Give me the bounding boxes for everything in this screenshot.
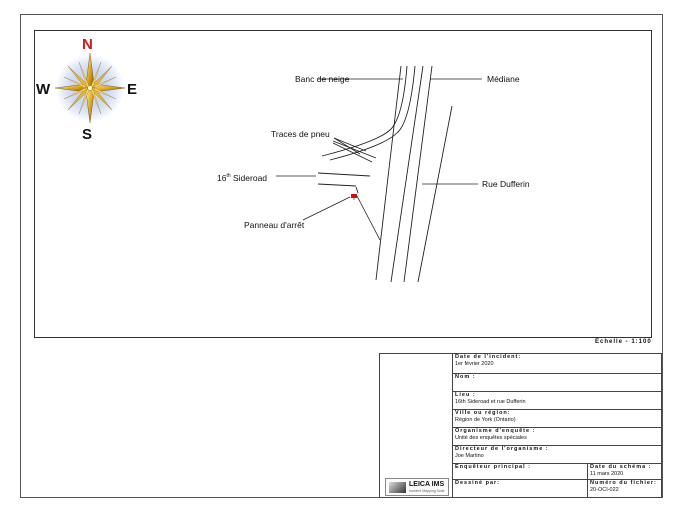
compass-west-label: W [36, 81, 51, 98]
tb-nom: Nom : [453, 374, 661, 392]
compass-rose-icon [55, 53, 125, 123]
sideroad-shoulder [356, 187, 358, 193]
label-banc-de-neige: Banc de neige [295, 74, 350, 84]
compass-south-label: S [82, 126, 93, 143]
tb-lieu: Lieu : 16th Sideroad et rue Dufferin [453, 392, 661, 410]
label-traces-de-pneu: Traces de pneu [271, 129, 330, 139]
tb-ville: Ville ou région: Région de York (Ontario) [453, 410, 661, 428]
tb-enqueteur-date-schema: Enquêteur principal : Date du schéma : 11 mars 2020 [453, 464, 661, 480]
label-mediane: Médiane [487, 74, 520, 84]
stop-sign-sightline [357, 196, 380, 240]
scale-label: Échelle - 1:100 [595, 339, 652, 345]
tire-track-1 [333, 141, 376, 158]
tb-organisme: Organisme d'enquête : Unité des enquêtes spéciales [453, 428, 661, 446]
leader-panneau [303, 197, 350, 220]
sideroad-north-edge [318, 173, 370, 176]
label-rue-dufferin: Rue Dufferin [482, 179, 530, 189]
label-16th-sideroad: 16th Sideroad [217, 172, 268, 183]
tb-date-incident: Date de l'incident: 1er février 2020 [453, 354, 661, 374]
tb-dessine-numero: Dessiné par: Numéro du fichier: 20-OCI-022 [453, 480, 661, 497]
stop-sign-icon [351, 194, 357, 200]
compass-east-label: E [127, 81, 138, 98]
sideroad-south-edge [318, 184, 356, 186]
dufferin-west-edge [376, 66, 401, 280]
compass-north-label: N [82, 36, 93, 53]
tb-directeur: Directeur de l'organisme : Joe Martino [453, 446, 661, 464]
title-block [379, 353, 662, 498]
label-panneau-arret: Panneau d'arrêt [244, 220, 305, 230]
title-block-logo-panel [380, 354, 453, 497]
leica-logo-icon [389, 482, 406, 493]
leica-ims-logo: LEICA IMS Incident Mapping Suite [385, 478, 449, 496]
